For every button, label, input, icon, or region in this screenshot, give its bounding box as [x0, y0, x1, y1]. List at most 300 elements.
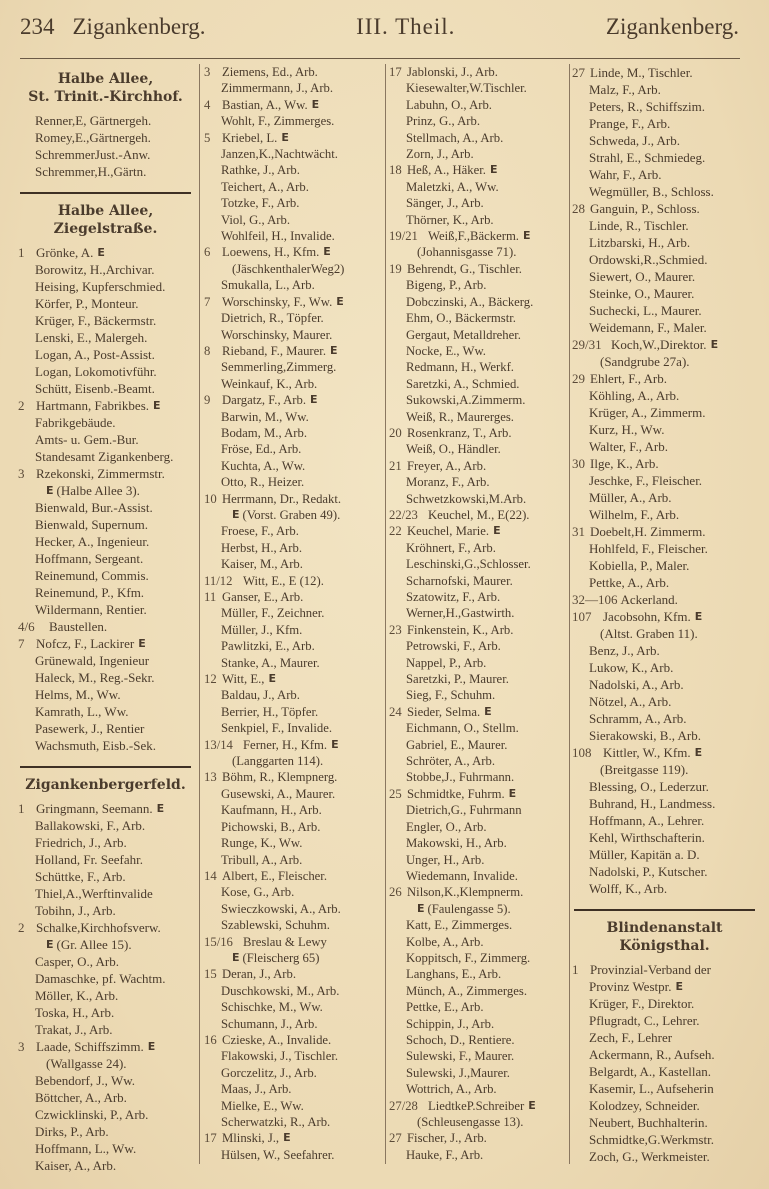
directory-entry: [389, 917, 567, 933]
owner-mark: E: [710, 338, 719, 351]
section-title-line: Königsthal.: [619, 938, 710, 954]
section-entries: [18, 112, 193, 180]
entry-text: Wildermann, Rentier.: [35, 602, 147, 617]
directory-entry: [572, 744, 757, 761]
directory-entry: [572, 880, 757, 897]
entry-text: Wohlfeil, H., Invalide.: [221, 229, 335, 244]
directory-entry: [18, 112, 193, 129]
directory-entry: [572, 217, 757, 234]
directory-entry: [18, 533, 193, 550]
entry-text: Sänger, J., Arb.: [406, 196, 484, 211]
house-number: 15: [204, 967, 217, 982]
column-divider: [569, 64, 570, 1164]
entry-text: Schüttke, F., Arb.: [35, 869, 126, 884]
directory-entry: [389, 458, 567, 474]
directory-entry: [389, 1147, 567, 1163]
owner-mark: E: [675, 980, 684, 993]
column-divider: [199, 64, 200, 1164]
entry-text: Worschinsky, F., Ww.: [222, 294, 333, 309]
owner-mark: E: [694, 610, 703, 623]
directory-entry: [204, 195, 382, 211]
directory-entry: [204, 244, 382, 260]
entry-text: Wolff, K., Arb.: [589, 881, 668, 896]
entry-text: Petrowski, F., Arb.: [406, 639, 501, 654]
entry-text: Thiel,A.,Werftinvalide: [35, 886, 153, 901]
entry-text: Szatowitz, F., Arb.: [406, 590, 501, 604]
entry-text: Hauke, F., Arb.: [406, 1147, 484, 1162]
entry-text: Schwetzkowski,M.Arb.: [406, 491, 527, 506]
directory-entry: [204, 737, 382, 753]
page-number: 234: [20, 14, 55, 39]
entry-text: Stellmach, A., Arb.: [406, 130, 504, 145]
directory-entry: [18, 1072, 193, 1089]
house-number: 27: [572, 65, 585, 80]
entry-text: Witt, E.,: [222, 672, 265, 687]
directory-entry: [572, 540, 757, 557]
entry-text: Krüger, F., Bäckermstr.: [35, 313, 157, 328]
entry-text: Makowski, H., Arb.: [406, 836, 507, 851]
entry-text: Logan, Lokomotivführ.: [35, 364, 157, 379]
entry-text: Blessing, O., Lederzur.: [589, 779, 709, 794]
house-number: 21: [389, 458, 402, 473]
house-number: 29/31: [572, 337, 602, 352]
directory-entry: [204, 917, 382, 933]
directory-entry: [572, 115, 757, 132]
entry-text: Weinkauf, K., Arb.: [221, 376, 318, 391]
entry-text: Barwin, M., Ww.: [221, 409, 309, 424]
entry-text: Heising, Kupferschmied.: [35, 279, 166, 294]
entry-text: Jacobsohn, Kfm.: [603, 609, 691, 624]
entry-text: Sierakowski, B., Arb.: [589, 728, 701, 743]
directory-entry: [389, 376, 567, 392]
owner-mark: E: [489, 163, 498, 177]
owner-mark: E: [153, 399, 161, 412]
directory-entry: [389, 162, 567, 178]
house-number: 20: [389, 425, 402, 440]
directory-entry: [572, 1029, 757, 1046]
directory-entry: [389, 753, 567, 769]
house-number: 22: [389, 524, 402, 539]
house-number: 8: [204, 343, 211, 358]
column-2: [204, 64, 382, 1174]
entry-text: Herbst, H., Arb.: [221, 540, 303, 555]
owner-mark: E: [330, 343, 338, 357]
directory-entry: [18, 737, 193, 754]
directory-entry: [389, 97, 567, 113]
directory-entry: [204, 1114, 382, 1130]
directory-entry: [204, 1081, 382, 1097]
entry-text: Schmidtke,G.Werkmstr.: [589, 1132, 714, 1147]
house-number: 11: [204, 590, 217, 604]
directory-entry: [204, 359, 382, 375]
directory-entry: [389, 802, 567, 818]
directory-entry: [18, 397, 193, 414]
directory-entry: [389, 704, 567, 720]
entry-text: Kittler, W., Kfm.: [603, 745, 691, 760]
directory-entry: [572, 302, 757, 319]
directory-entry: [572, 285, 757, 302]
entry-text: Ziemens, Ed., Arb.: [222, 65, 318, 79]
entry-text: Doebelt,H. Zimmerm.: [590, 524, 706, 539]
entry-text: Wottrich, A., Arb.: [406, 1082, 497, 1097]
entry-text: (Faulengasse 5).: [427, 901, 511, 916]
directory-entry: [204, 376, 382, 392]
entry-text: Kaiser, M., Arb.: [221, 557, 303, 572]
directory-entry: [18, 431, 193, 448]
entry-text: Benz, J., Arb.: [589, 643, 660, 658]
directory-entry: [18, 295, 193, 312]
entry-text: (Gr. Allee 15).: [56, 937, 132, 952]
directory-entry: [572, 166, 757, 183]
directory-entry: [18, 414, 193, 431]
entry-text: Ganguin, P., Schloss.: [590, 201, 700, 216]
directory-entry: [204, 146, 382, 162]
directory-entry: [18, 1055, 193, 1072]
entry-text: Sieder, Selma.: [407, 704, 481, 719]
section-entries: [389, 64, 567, 1163]
house-number: 26: [389, 885, 402, 900]
entry-text: Hülsen, W., Seefahrer.: [221, 1147, 335, 1162]
entry-text: Nappel, P., Arb.: [406, 655, 487, 670]
entry-text: Möller, K., Arb.: [35, 988, 119, 1003]
directory-entry: [389, 425, 567, 441]
house-number: 25: [389, 786, 402, 801]
entry-text: Worschinsky, Maurer.: [221, 327, 333, 342]
directory-entry: [389, 737, 567, 753]
entry-text: Haleck, M., Reg.-Sekr.: [35, 670, 155, 685]
directory-entry: [204, 474, 382, 490]
directory-entry: [204, 294, 382, 310]
entry-text: Fischer, J., Arb.: [407, 1131, 487, 1146]
entry-text: Nocke, E., Ww.: [406, 343, 486, 358]
header-right-title: Zigankenberg.: [605, 14, 739, 39]
directory-entry: [572, 727, 757, 744]
house-number: 29: [572, 371, 585, 386]
owner-mark: E: [156, 802, 165, 815]
entry-text: Kaufmann, H., Arb.: [221, 803, 322, 818]
entry-text: Tribull, A., Arb.: [221, 852, 303, 867]
header-left-title: Zigankenberg.: [72, 14, 206, 39]
directory-entry: [389, 983, 567, 999]
entry-text: Pflugradt, C., Lehrer.: [589, 1013, 700, 1028]
house-number: 14: [204, 868, 217, 883]
entry-text: Kamrath, L., Ww.: [35, 704, 129, 719]
entry-text: Schumann, J., Arb.: [221, 1016, 318, 1031]
entry-text: Walter, F., Arb.: [589, 439, 668, 454]
directory-entry: [389, 130, 567, 146]
section-title: [18, 776, 193, 794]
entry-text: Koppitsch, F., Zimmerg.: [406, 950, 531, 965]
directory-entry: [389, 195, 567, 211]
entry-text: Froese, F., Arb.: [221, 524, 299, 539]
entry-text: Semmerling,Zimmerg.: [221, 360, 337, 375]
entry-text: Lukow, K., Arb.: [589, 660, 674, 675]
entry-text: Reinemund, Commis.: [35, 568, 149, 583]
directory-entry: [572, 1063, 757, 1080]
directory-entry: [572, 132, 757, 149]
entry-text: Baustellen.: [49, 619, 108, 634]
section-rule: [20, 192, 191, 194]
directory-entry: [18, 329, 193, 346]
directory-entry: [204, 573, 382, 589]
directory-entry: [18, 1106, 193, 1123]
section-title-line: St. Trinit.-Kirchhof.: [28, 89, 183, 105]
directory-entry: [389, 441, 567, 457]
house-number: 11/12: [204, 573, 233, 588]
entry-text: Gergaut, Metalldreher.: [406, 327, 521, 342]
directory-entry: [389, 999, 567, 1015]
directory-entry: [572, 438, 757, 455]
entry-text: Rathke, J., Arb.: [221, 163, 300, 178]
directory-entry: [204, 458, 382, 474]
entry-text: (Wallgasse 24).: [46, 1056, 127, 1071]
house-number: 13/14: [204, 737, 233, 752]
owner-mark: E: [331, 737, 339, 751]
section-entries: [204, 64, 382, 1163]
directory-entry: [572, 961, 757, 978]
owner-mark: E: [283, 1131, 291, 1145]
entry-text: Müller, Kapitän a. D.: [589, 847, 700, 862]
directory-entry: [204, 655, 382, 671]
entry-text: Schoch, D., Rentiere.: [406, 1032, 515, 1047]
owner-mark: E: [46, 484, 54, 497]
entry-text: Ilge, K., Arb.: [590, 456, 659, 471]
entry-text: Böttcher, A., Arb.: [35, 1090, 127, 1105]
entry-text: Scharnofski, Maurer.: [406, 573, 513, 588]
entry-text: Langhans, E., Arb.: [406, 967, 502, 982]
directory-entry: [204, 769, 382, 785]
entry-text: Provinz Westpr.: [589, 979, 672, 994]
entry-text: Engler, O., Arb.: [406, 819, 487, 834]
entry-text: Belgardt, A., Kastellan.: [589, 1064, 712, 1079]
entry-text: Sieg, F., Schuhm.: [406, 688, 496, 703]
entry-text: Witt, E., E (12).: [243, 573, 324, 588]
directory-entry: [572, 319, 757, 336]
directory-entry: [389, 556, 567, 572]
directory-entry: [389, 179, 567, 195]
entry-text: LiedtkeP.Schreiber: [428, 1098, 525, 1113]
entry-text: Dietrich, R., Töpfer.: [221, 311, 324, 326]
entry-text: Müller, A., Arb.: [589, 490, 672, 505]
directory-entry: [572, 795, 757, 812]
directory-entry: [204, 1147, 382, 1163]
directory-entry: [389, 884, 567, 900]
directory-entry: [18, 278, 193, 295]
owner-mark: E: [147, 1040, 156, 1053]
directory-entry: [389, 409, 567, 425]
owner-mark: E: [528, 1098, 536, 1112]
directory-entry: [204, 441, 382, 457]
directory-entry: [572, 455, 757, 472]
directory-entry: [18, 987, 193, 1004]
house-number: 17: [389, 65, 402, 79]
directory-entry: [572, 336, 757, 353]
directory-entry: [204, 261, 382, 277]
directory-entry: [18, 635, 193, 652]
directory-entry: [204, 605, 382, 621]
directory-entry: [204, 392, 382, 408]
house-number: 23: [389, 622, 402, 637]
entry-text: Wohlt, F., Zimmerges.: [221, 114, 335, 129]
column-1: [18, 64, 193, 1174]
directory-entry: [204, 1065, 382, 1081]
entry-text: Pettke, E., Arb.: [406, 1000, 484, 1015]
column-divider: [385, 64, 386, 1164]
house-number: 7: [18, 636, 25, 651]
entry-text: Albert, E., Fleischer.: [222, 868, 327, 883]
entry-text: Ehm, O., Bäckermstr.: [406, 311, 516, 326]
entry-text: Zorn, J., Arb.: [406, 147, 474, 162]
directory-entry: [572, 387, 757, 404]
directory-entry: [18, 936, 193, 953]
entry-text: Fabrikgebäude.: [35, 415, 116, 430]
entry-text: Standesamt Zigankenberg.: [35, 449, 174, 464]
house-number: 108: [572, 745, 592, 760]
directory-entry: [572, 149, 757, 166]
house-number: 13: [204, 770, 217, 785]
entry-text: Koch,W.,Direktor.: [611, 337, 707, 352]
directory-entry: [389, 1130, 567, 1146]
house-number: 3: [18, 466, 25, 481]
entry-text: Siewert, O., Maurer.: [589, 269, 696, 284]
entry-text: Bebendorf, J., Ww.: [35, 1073, 136, 1088]
page-header: [20, 14, 739, 54]
entry-text: Fröse, Ed., Arb.: [221, 442, 302, 457]
section-title-line: Halbe Allee,: [57, 71, 154, 87]
directory-entry: [204, 556, 382, 572]
directory-entry: [389, 605, 567, 621]
directory-entry: [204, 1130, 382, 1146]
directory-entry: [204, 1032, 382, 1048]
directory-entry: [389, 1032, 567, 1048]
entry-text: Werner,H.,Gastwirth.: [406, 606, 515, 621]
entry-text: Schweda, J., Arb.: [589, 133, 680, 148]
directory-entry: [389, 294, 567, 310]
directory-entry: [204, 113, 382, 129]
entry-text: Schütt, Eisenb.-Beamt.: [35, 381, 155, 396]
entry-text: Helms, M., Ww.: [35, 687, 121, 702]
entry-text: Thörner, K., Arb.: [406, 212, 494, 227]
directory-entry: [572, 1046, 757, 1063]
directory-entry: [204, 130, 382, 146]
owner-mark: E: [268, 672, 276, 686]
directory-entry: [18, 1157, 193, 1174]
house-number: 22/23: [389, 507, 418, 522]
house-number: 5: [204, 130, 211, 145]
entry-text: Gorczelitz, J., Arb.: [221, 1065, 317, 1080]
entry-text: Labuhn, O., Arb.: [406, 97, 492, 112]
house-number: 12: [204, 672, 217, 687]
directory-entry: [572, 829, 757, 846]
house-number: 107: [572, 609, 592, 624]
directory-entry: [18, 163, 193, 180]
entry-text: Zimmermann, J., Arb.: [221, 81, 334, 96]
directory-entry: [204, 868, 382, 884]
directory-entry: [18, 703, 193, 720]
directory-entry: [204, 687, 382, 703]
directory-entry: [572, 574, 757, 591]
house-number: 31: [572, 524, 585, 539]
entry-text: Nötzel, A., Arb.: [589, 694, 672, 709]
entry-text: Pawlitzki, E., Arb.: [221, 639, 315, 654]
entry-text: Sulewski, F., Maurer.: [406, 1049, 515, 1064]
house-number: 9: [204, 393, 211, 408]
directory-entry: [389, 491, 567, 507]
entry-text: (Schleusengasse 13).: [417, 1115, 524, 1129]
entry-text: Ackermann, R., Aufseh.: [589, 1047, 715, 1062]
entry-text: Ehlert, F., Arb.: [590, 371, 667, 386]
entry-text: Zech, F., Lehrer: [589, 1030, 673, 1045]
entry-text: Schremmer,H.,Gärtn.: [35, 164, 147, 179]
entry-text: Strahl, E., Schmiedeg.: [589, 150, 706, 165]
directory-entry: [18, 618, 193, 635]
directory-entry: [18, 720, 193, 737]
entry-text: Ferner, H., Kfm.: [243, 737, 328, 752]
directory-entry: [18, 652, 193, 669]
directory-entry: [204, 852, 382, 868]
entry-text: Kehl, Wirthschafterin.: [589, 830, 705, 845]
entry-text: Weiß, R., Maurerges.: [406, 409, 514, 424]
directory-entry: [18, 550, 193, 567]
entry-text: Linde, M., Tischler.: [590, 65, 693, 80]
directory-entry: [18, 129, 193, 146]
directory-entry: [572, 710, 757, 727]
directory-entry: [204, 720, 382, 736]
section-rule: [20, 766, 191, 768]
house-number: 17: [204, 1131, 217, 1146]
entry-text: Wilhelm, F., Arb.: [589, 507, 680, 522]
directory-entry: [389, 507, 567, 523]
entry-text: Rzekonski, Zimmermstr.: [36, 466, 165, 481]
section-entries: [572, 961, 757, 1165]
entry-text: Kobiella, P., Maler.: [589, 558, 690, 573]
entry-text: Dargatz, F., Arb.: [222, 393, 307, 408]
directory-entry: [389, 1048, 567, 1064]
directory-entry: [204, 1048, 382, 1064]
directory-entry: [18, 953, 193, 970]
house-number: 30: [572, 456, 585, 471]
directory-entry: [18, 380, 193, 397]
entry-text: Tobihn, J., Arb.: [35, 903, 116, 918]
entry-text: Maletzki, A., Ww.: [406, 179, 499, 194]
entry-text: Krüger, F., Direktor.: [589, 996, 695, 1011]
house-number: 28: [572, 201, 585, 216]
entry-text: Schramm, A., Arb.: [589, 711, 687, 726]
directory-entry: [18, 834, 193, 851]
entry-text: Katt, E., Zimmerges.: [406, 918, 513, 933]
directory-entry: [18, 363, 193, 380]
house-number: 19/21: [389, 229, 418, 244]
entry-text: Pichowski, B., Arb.: [221, 819, 321, 834]
entry-text: Grünewald, Ingenieur: [35, 653, 150, 668]
entry-text: Eichmann, O., Stellm.: [406, 721, 519, 736]
entry-text: (Breitgasse 119).: [600, 762, 689, 777]
entry-text: Ganser, E., Arb.: [222, 590, 304, 604]
house-number: 18: [389, 163, 402, 178]
entry-text: Otto, R., Heizer.: [221, 475, 305, 490]
entry-text: Hohlfeld, F., Fleischer.: [589, 541, 708, 556]
section-title-line: Zigankenbergerfeld.: [25, 777, 186, 793]
directory-entry: [389, 327, 567, 343]
directory-entry: [204, 934, 382, 950]
entry-text: Lenski, E., Malergeh.: [35, 330, 148, 345]
column-3: [389, 64, 567, 1174]
directory-entry: [18, 1089, 193, 1106]
entry-text: Deran, J., Arb.: [222, 967, 296, 982]
house-number: 2: [18, 398, 25, 413]
house-number: 16: [204, 1032, 217, 1047]
house-number: 1: [572, 962, 579, 977]
